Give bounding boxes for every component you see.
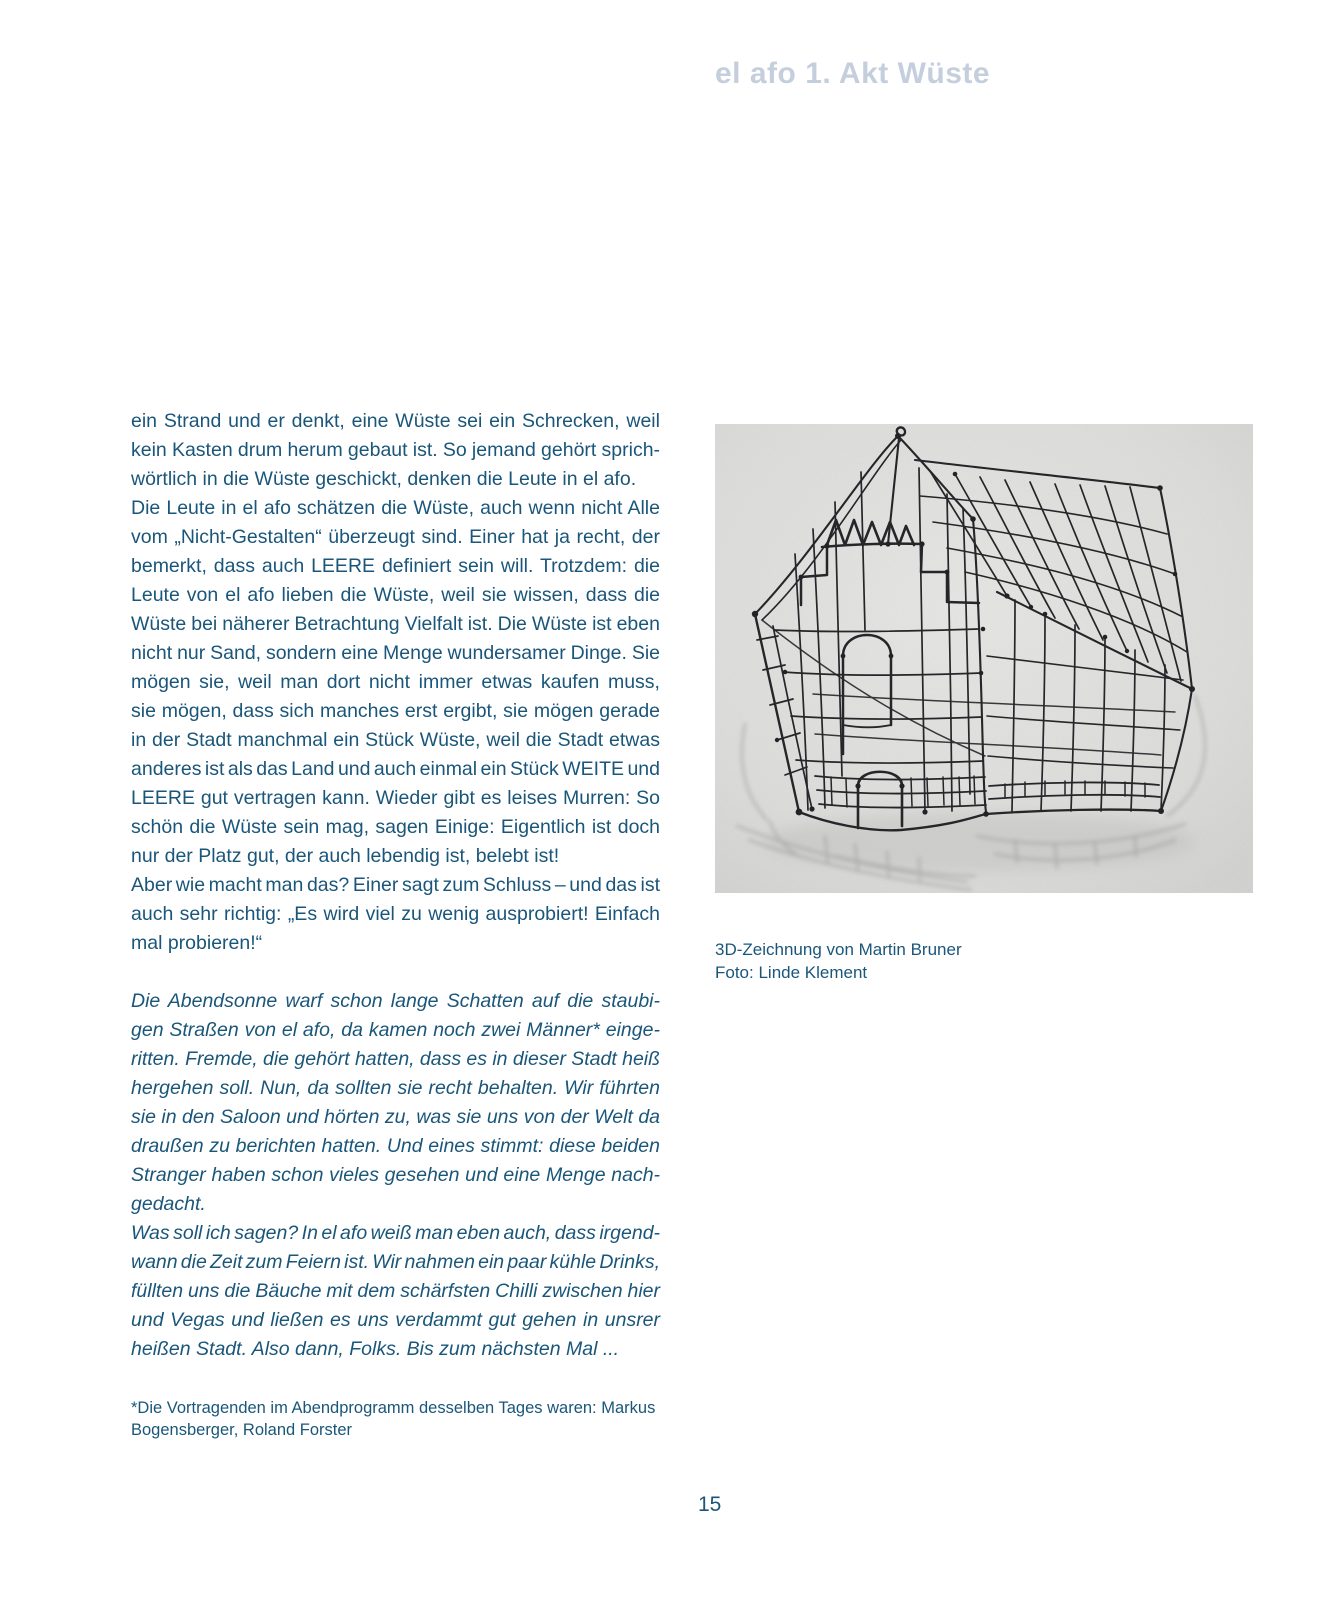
paragraph: ein Strand und er denkt, eine Wüste sei ein Schrecken, weil kein Kasten drum herum gebaut ist. So jemand gehört sprich- wörtlich in die Wüste geschickt, denken die Leute in el afo. (131, 410, 661, 490)
paragraph: Die Abendsonne warf schon lange Schatten auf die staubi- gen Straßen von el afo, da kamen noch zwei Männer* einge- ritten. Fremde, die gehört hatten, dass es in dieser Stadt heiß hergehen soll. Nun, da sollten sie recht behalten. Wir führten sie in den Saloon und hörten zu, was sie uns von der Welt da draußen zu berichten hatten. Und eines stimmt: diese beiden Stranger haben schon vieles gesehen und eine Menge nach- gedacht. (131, 990, 661, 1215)
regular-text-block (131, 407, 660, 958)
paragraph: Die Leute in el afo schätzen die Wüste, auch wenn nicht Alle vom „Nicht-Gestalten“ überzeugt sind. Einer hat ja recht, der bemerkt, dass auch LEERE definiert sein will. Trotzdem: die Leute von el afo lieben die Wüste, weil sie wissen, dass die Wüste bei näherer Betrachtung Vielfalt ist. Die Wüste ist eben nicht nur Sand, sondern eine Menge wundersamer Dinge. Sie mögen sie, weil man dort nicht immer etwas kaufen muss, sie mögen, dass sich manches erst ergibt, sie mögen gerade in der Stadt manchmal ein Stück Wüste, weil die Stadt etwas anderes ist als das Land und auch einmal ein Stück WEITE und LEERE gut vertragen kann. Wieder gibt es leises Murren: So schön die Wüste sein mag, sagen Einige: Eigentlich ist doch nur der Platz gut, der auch lebendig ist, belebt ist! (131, 497, 661, 867)
paragraph: *Die Vortragenden im Abendprogramm desselben Tages waren: Markus Bogensberger, Roland Forster (131, 1399, 656, 1439)
wire-house-artwork (715, 424, 1253, 893)
footnote (131, 1397, 660, 1441)
paragraph: 3D-Zeichnung von Martin Bruner Foto: Linde Klement (715, 940, 962, 982)
italic-text-block (131, 987, 660, 1364)
wire-house-3d-drawing (715, 424, 1253, 893)
page-header-title: el afo 1. Akt Wüste (715, 57, 991, 90)
paragraph: Was soll ich sagen? In el afo weiß man eben auch, dass irgend- wann die Zeit zum Feiern ist. Wir nahmen ein paar kühle Drinks, füllten uns die Bäuche mit dem schärfsten Chilli zwischen hier und Vegas und ließen es uns verdammt gut gehen in unsrer heißen Stadt. Also dann, Folks. Bis zum nächsten Mal ... (131, 1222, 661, 1360)
main-text-column (131, 407, 660, 1441)
page-number: 15 (698, 1493, 722, 1516)
paragraph: Aber wie macht man das? Einer sagt zum Schluss – und das ist auch sehr richtig: „Es wird viel zu wenig ausprobiert! Einfach mal probieren!“ (131, 874, 660, 954)
figure-caption (715, 921, 962, 1001)
